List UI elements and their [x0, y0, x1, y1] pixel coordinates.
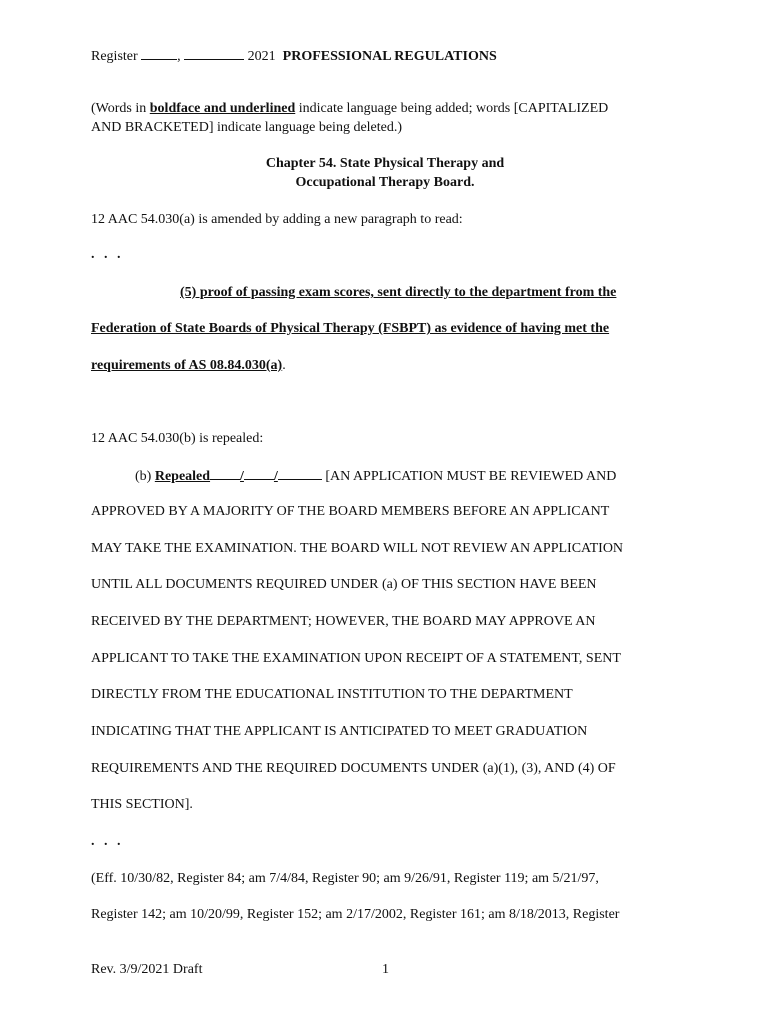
page-header: [91, 47, 497, 66]
deleted-text-line: UNTIL ALL DOCUMENTS REQUIRED UNDER (a) OF THIS SECTION HAVE BEEN: [91, 577, 597, 592]
deleted-text-line: MAY TAKE THE EXAMINATION. THE BOARD WILL NOT REVIEW AN APPLICATION: [91, 541, 624, 556]
repealed-label: Repealed: [154, 469, 211, 484]
paragraph-5-line-3: [91, 357, 286, 375]
deleted-text-line: APPROVED BY A MAJORITY OF THE BOARD MEMBERS BEFORE AN APPLICANT: [91, 504, 610, 519]
deleted-text-line: REQUIREMENTS AND THE REQUIRED DOCUMENTS UNDER (a)(1), (3), AND (4) OF: [91, 761, 616, 776]
legend-text-end: indicate language being added; words [CAPITALIZED: [295, 101, 609, 116]
deleted-text-line: DIRECTLY FROM THE EDUCATIONAL INSTITUTION TO THE DEPARTMENT: [91, 687, 573, 702]
section-b-intro: 12 AAC 54.030(b) is repealed:: [91, 431, 264, 446]
footer-revision: Rev. 3/9/2021 Draft: [91, 962, 203, 977]
section-a-intro: 12 AAC 54.030(a) is amended by adding a new paragraph to read:: [91, 212, 463, 227]
deleted-text-line: APPLICANT TO TAKE THE EXAMINATION UPON RECEIPT OF A STATEMENT, SENT: [91, 651, 621, 666]
date-slash-1: /: [240, 469, 244, 484]
header-comma: ,: [177, 49, 181, 64]
section-b-line-1: [135, 467, 616, 486]
paragraph-5-line-3-text: requirements of AS 08.84.030(a): [91, 358, 283, 373]
legend-line-1: [91, 100, 608, 118]
header-title: PROFESSIONAL REGULATIONS: [282, 49, 497, 64]
deleted-text-line: THIS SECTION].: [91, 797, 193, 812]
paragraph-5-line-1: (5) proof of passing exam scores, sent directly to the department from the: [180, 285, 617, 300]
legend-line-2: AND BRACKETED] indicate language being deleted.): [91, 120, 403, 135]
ellipsis-2: . . .: [91, 834, 124, 849]
chapter-heading-line-1: Chapter 54. State Physical Therapy and: [265, 156, 505, 171]
history-line-1: (Eff. 10/30/82, Register 84; am 7/4/84, Register 90; am 9/26/91, Register 119; am 5/21/97,: [91, 871, 599, 886]
deleted-text-line: RECEIVED BY THE DEPARTMENT; HOWEVER, THE BOARD MAY APPROVE AN: [91, 614, 596, 629]
register-number-blank: [141, 47, 177, 60]
chapter-heading-line-2: Occupational Therapy Board.: [295, 175, 475, 190]
register-label: Register: [91, 49, 138, 64]
legend-bold-phrase: boldface and underlined: [149, 101, 296, 116]
section-b-label: (b): [135, 469, 155, 484]
register-month-blank: [184, 47, 244, 60]
header-year: 2021: [247, 49, 276, 64]
deleted-text-start: [AN APPLICATION MUST BE REVIEWED AND: [325, 469, 617, 484]
page-number: 1: [382, 962, 389, 977]
date-slash-2: /: [273, 469, 278, 484]
ellipsis-1: . . .: [91, 247, 124, 262]
deleted-text-line: INDICATING THAT THE APPLICANT IS ANTICIPATED TO MEET GRADUATION: [91, 724, 588, 739]
legend-text-start: (Words in: [91, 101, 150, 116]
paragraph-5-line-2: Federation of State Boards of Physical Therapy (FSBPT) as evidence of having met the: [91, 321, 610, 336]
repealed-year-blank: [278, 467, 322, 480]
repealed-month-blank: [210, 467, 240, 480]
repealed-day-blank: [244, 467, 274, 480]
paragraph-5-period: .: [282, 358, 286, 373]
history-line-2: Register 142; am 10/20/99, Register 152; am 2/17/2002, Register 161; am 8/18/2013, Register: [91, 907, 620, 922]
